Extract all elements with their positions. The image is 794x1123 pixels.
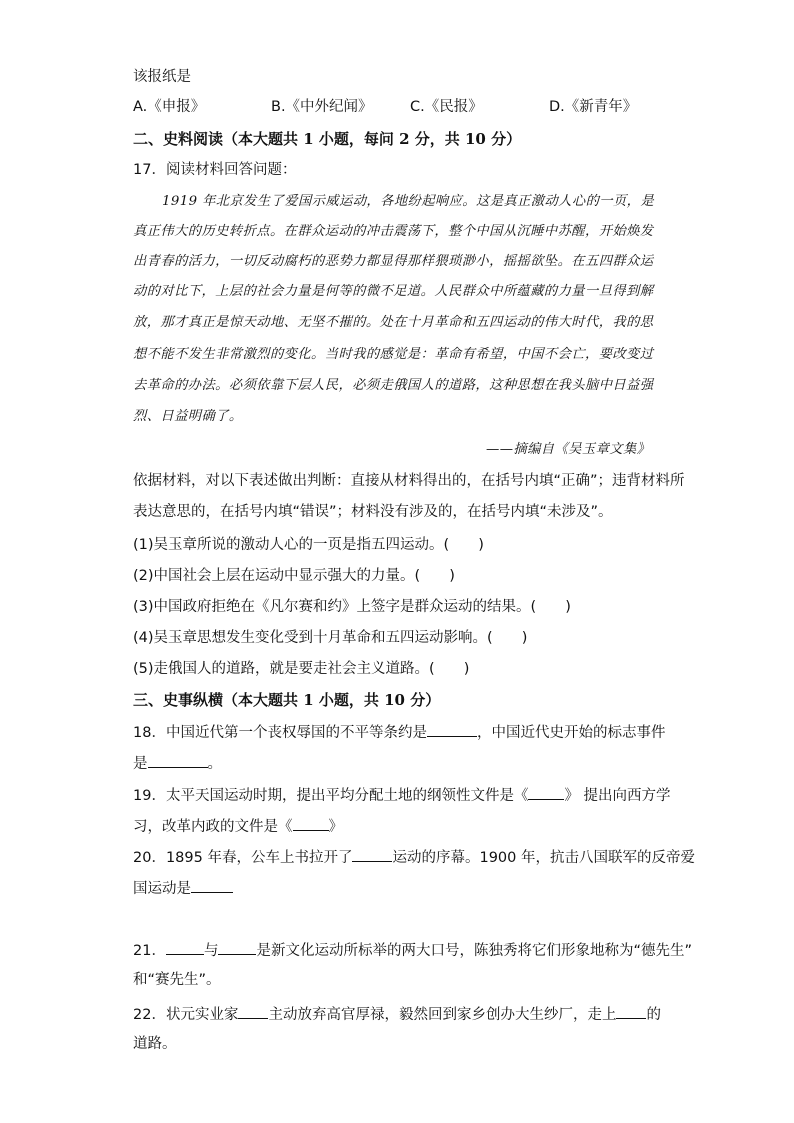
judgment-item-5: (5)走俄国人的道路，就是要走社会主义道路。( ): [133, 661, 470, 677]
q20-blank-2[interactable]: [191, 878, 233, 893]
q19-text: 》 提出向西方学: [564, 788, 671, 804]
judgment-item-4: (4)吴玉章思想发生变化受到十月革命和五四运动影响。( ): [133, 630, 528, 646]
q19-blank-2[interactable]: [293, 816, 329, 831]
material-source: ——摘编自《吴玉章文集》: [486, 442, 651, 457]
q20-text: 运动的序幕。1900 年，抗击八国联军的反帝爱: [392, 850, 695, 866]
q17-instruction-line: 依据材料，对以下表述做出判断：直接从材料得出的，在括号内填“正确”；违背材料所: [133, 473, 685, 489]
q21-blank-2[interactable]: [218, 940, 256, 955]
q22-line-2: 道路。: [133, 1036, 177, 1052]
q22-blank-2[interactable]: [616, 1004, 646, 1019]
q16-option-a: A.《申报》: [133, 99, 206, 115]
q17-instruction-line: 表达意思的，在括号内填“错误”；材料没有涉及的，在括号内填“未涉及”。: [133, 504, 613, 520]
q20-line-1: [133, 847, 695, 867]
q19-text: 19．太平天国运动时期，提出平均分配土地的纲领性文件是《: [133, 788, 529, 804]
section-2-heading: 二、史料阅读（本大题共 1 小题，每问 2 分，共 10 分）: [133, 130, 522, 148]
q16-stem-tail: 该报纸是: [133, 69, 191, 85]
q21-blank-1[interactable]: [166, 940, 204, 955]
judgment-item-2: (2)中国社会上层在运动中显示强大的力量。( ): [133, 568, 455, 584]
q19-text: 习，改革内政的文件是《: [133, 819, 293, 835]
q16-option-b: B.《中外纪闻》: [271, 99, 373, 115]
material-line: 真正伟大的历史转折点。在群众运动的冲击震荡下，整个中国从沉睡中苏醒，开始焕发: [133, 224, 654, 239]
q20-text: 20．1895 年春，公车上书拉开了: [133, 850, 353, 866]
q20-text: 国运动是: [133, 881, 191, 897]
q22-text: 主动放弃高官厚禄，毅然回到家乡创办大生纱厂，走上: [268, 1007, 617, 1023]
q16-option-d: D.《新青年》: [549, 99, 638, 115]
material-line: 出青春的活力，一切反动腐朽的恶势力都显得那样猥琐渺小，摇摇欲坠。在五四群众运: [133, 254, 654, 269]
q18-text: ，中国近代史开始的标志事件: [476, 725, 666, 741]
q21-text: 是新文化运动所标举的两大口号，陈独秀将它们形象地称为“德先生”: [256, 943, 692, 959]
material-line: 想不能不发生非常激烈的变化。当时我的感觉是：革命有希望，中国不会亡，要改变过: [133, 347, 654, 362]
q22-text: 的: [646, 1007, 661, 1023]
q19-line-2: [133, 816, 343, 836]
q19-blank-1[interactable]: [528, 785, 564, 800]
q21-text: 21．: [133, 943, 166, 959]
q18-blank-2[interactable]: [148, 753, 208, 768]
q18-text: 18．中国近代第一个丧权辱国的不平等条约是: [133, 725, 427, 741]
q20-line-2: [133, 878, 233, 898]
q22-text: 22．状元实业家: [133, 1007, 239, 1023]
q18-text: 是: [133, 756, 148, 772]
q22-blank-1[interactable]: [238, 1004, 268, 1019]
q17-stem: 17．阅读材料回答问题：: [133, 162, 297, 178]
q20-blank-1[interactable]: [352, 847, 392, 862]
material-line: 烈、日益明确了。: [133, 409, 243, 424]
q16-option-c: C.《民报》: [410, 99, 483, 115]
q19-line-1: [133, 785, 671, 805]
q18-blank-1[interactable]: [427, 722, 477, 737]
q21-text: 与: [203, 943, 219, 959]
material-line: 动的对比下，上层的社会力量是何等的微不足道。人民群众中所蕴藏的力量一旦得到解: [133, 284, 654, 299]
material-line: 1919 年北京发生了爱国示威运动，各地纷起响应。这是真正激动人心的一页，是: [162, 194, 655, 209]
q21-line-2: 和“赛先生”。: [133, 972, 221, 988]
q19-text: 》: [328, 819, 343, 835]
material-line: 放，那才真正是惊天动地、无坚不摧的。处在十月革命和五四运动的伟大时代，我的思: [133, 315, 654, 330]
judgment-item-3: (3)中国政府拒绝在《凡尔赛和约》上签字是群众运动的结果。( ): [133, 599, 571, 615]
q18-line-1: [133, 722, 665, 742]
q18-line-2: [133, 753, 222, 773]
material-line: 去革命的办法。必须依靠下层人民，必须走俄国人的道路，这种思想在我头脑中日益强: [133, 378, 654, 393]
q18-text: 。: [207, 756, 222, 772]
q22-line-1: [133, 1004, 661, 1024]
section-3-heading: 三、史事纵横（本大题共 1 小题，共 10 分）: [133, 691, 441, 709]
q21-line-1: [133, 940, 692, 960]
judgment-item-1: (1)吴玉章所说的激动人心的一页是指五四运动。( ): [133, 537, 484, 553]
